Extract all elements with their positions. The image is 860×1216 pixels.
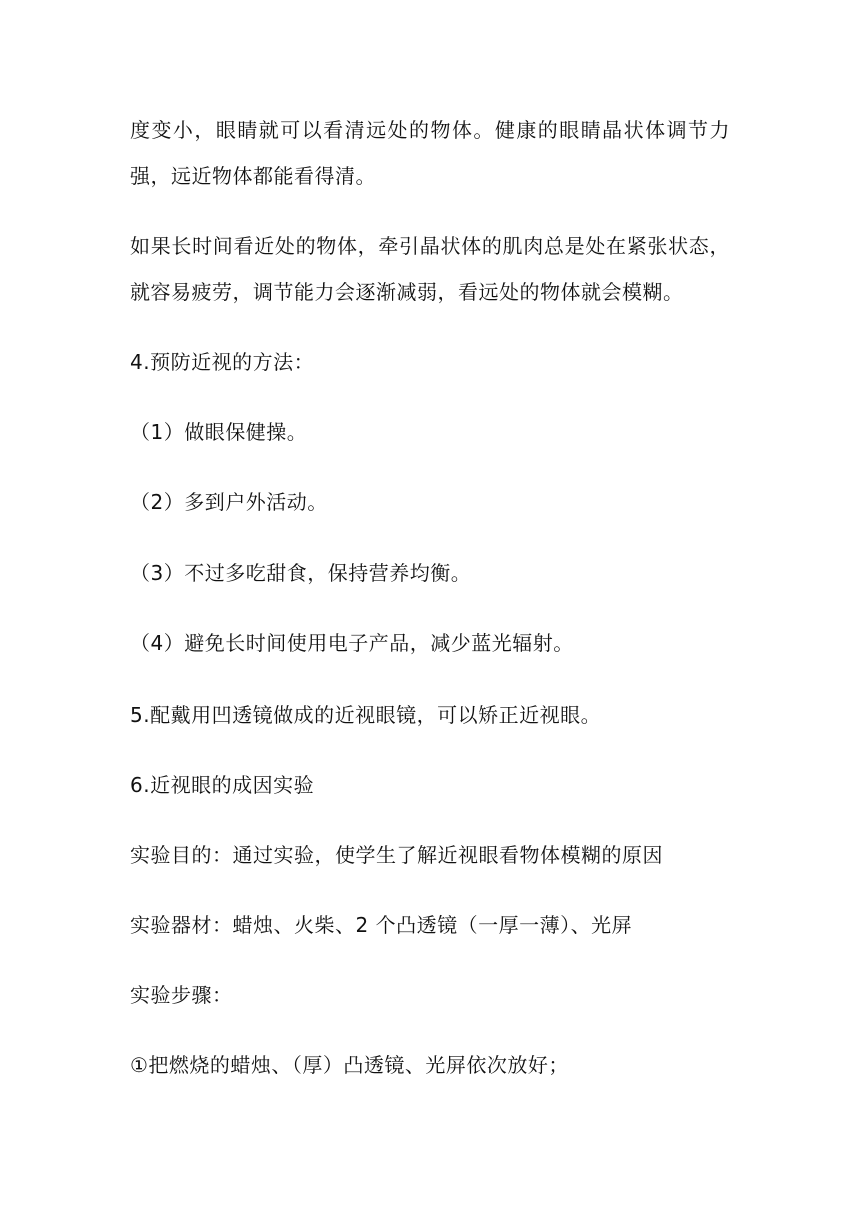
list-item-3: （3）不过多吃甜食，保持营养均衡。 (130, 561, 472, 585)
experiment-purpose: 实验目的：通过实验，使学生了解近视眼看物体模糊的原因 (130, 843, 663, 867)
experiment-step-1: ①把燃烧的蜡烛、（厚）凸透镜、光屏依次放好； (130, 1053, 569, 1077)
paragraph-2-line-1: 如果长时间看近处的物体，牵引晶状体的肌肉总是处在紧张状态， (130, 234, 730, 258)
list-item-4: （4）避免长时间使用电子产品，减少蓝光辐射。 (130, 631, 574, 655)
paragraph-2-line-2: 就容易疲劳，调节能力会逐渐减弱，看远处的物体就会模糊。 (130, 280, 684, 304)
section-6-heading: 6.近视眼的成因实验 (130, 773, 315, 797)
section-5-text: 5.配戴用凹透镜做成的近视眼镜，可以矫正近视眼。 (130, 703, 602, 727)
experiment-materials: 实验器材：蜡烛、火柴、2 个凸透镜（一厚一薄）、光屏 (130, 913, 633, 937)
paragraph-1-line-1: 度变小，眼睛就可以看清远处的物体。健康的眼睛晶状体调节力 (130, 118, 730, 142)
section-4-heading: 4.预防近视的方法： (130, 350, 315, 374)
paragraph-1-line-2: 强，远近物体都能看得清。 (130, 164, 376, 188)
list-item-2: （2）多到户外活动。 (130, 490, 328, 514)
experiment-steps-label: 实验步骤： (130, 983, 233, 1007)
list-item-1: （1）做眼保健操。 (130, 420, 308, 444)
